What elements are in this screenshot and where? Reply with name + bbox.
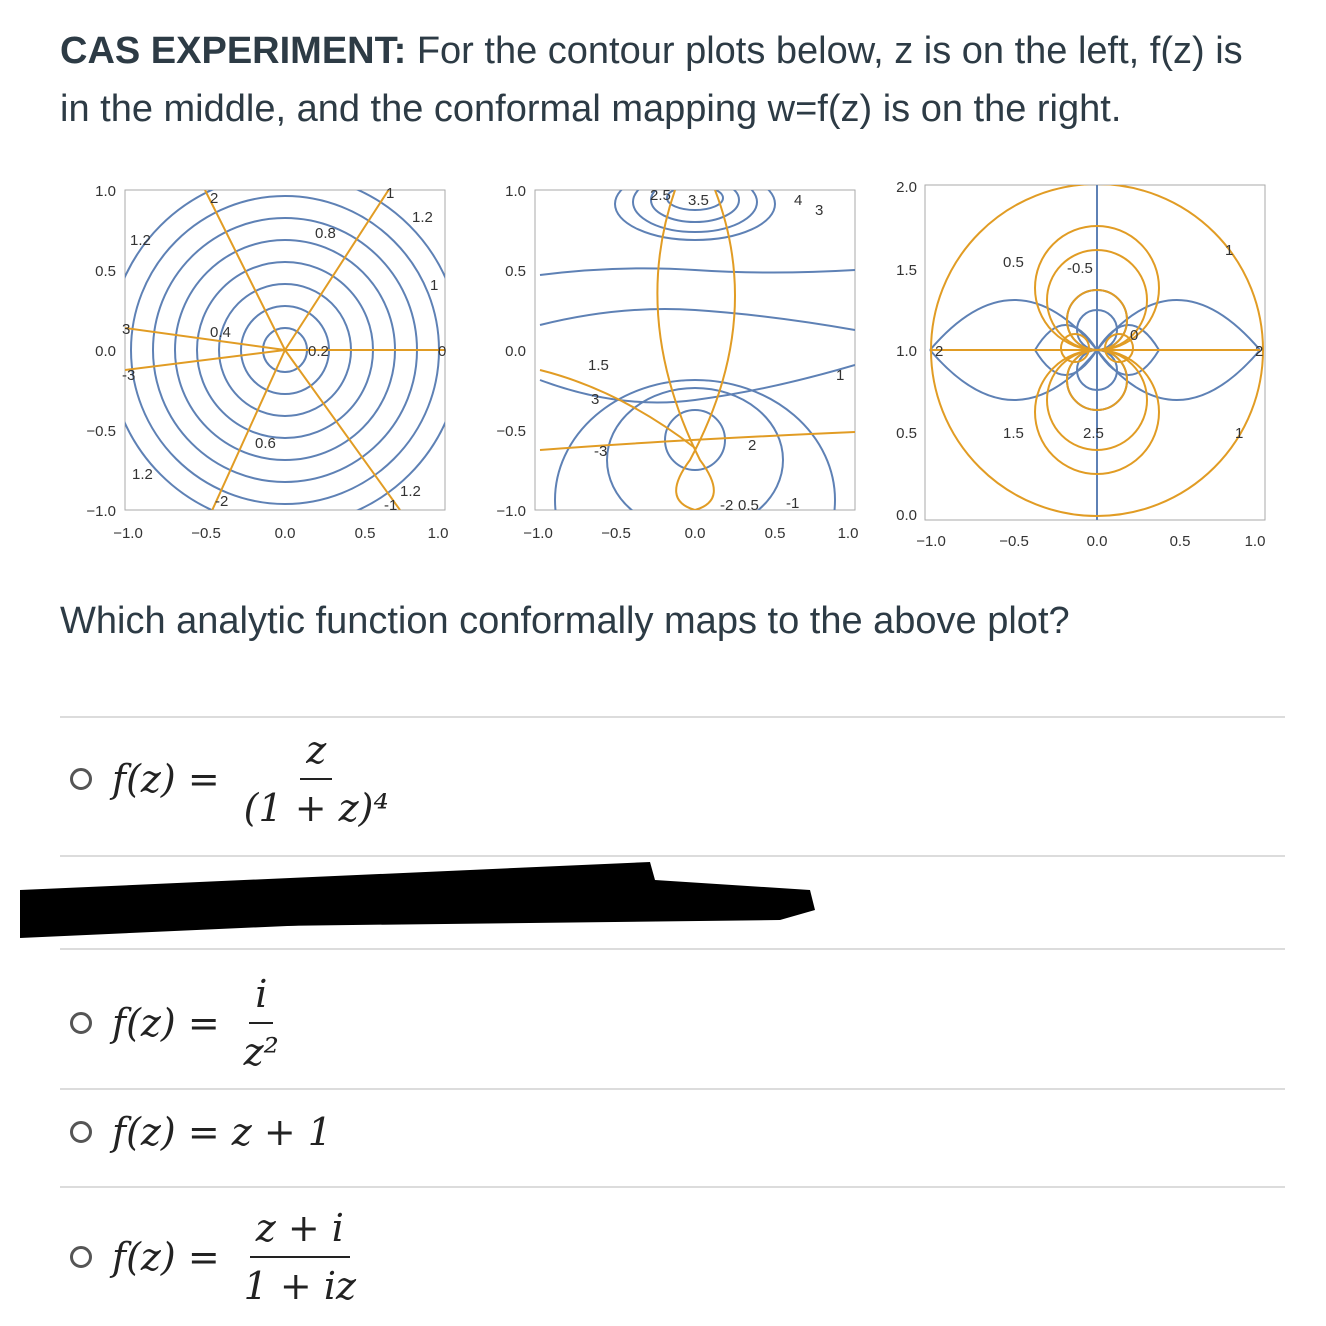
question-heading-bold: CAS EXPERIMENT: [60, 30, 407, 72]
contour-label: 1.5 [588, 357, 609, 374]
divider [60, 716, 1285, 718]
contour-label: 1 [836, 367, 845, 384]
answer-lhs: f(z) = [112, 1001, 220, 1045]
x-tick: 0.0 [684, 525, 706, 542]
question-prompt: Which analytic function conformally maps to the above plot? [60, 600, 1070, 642]
fraction-numerator: z + i [250, 1206, 350, 1258]
plot-f-of-z [470, 170, 870, 555]
contour-label: 2.5 [650, 187, 671, 204]
contour-label: 0.5 [1003, 254, 1024, 271]
contour-label: 1.2 [412, 209, 433, 226]
middle-x-ticks [523, 525, 858, 542]
contour-label: 1 [1235, 425, 1244, 442]
x-tick: −0.5 [601, 525, 631, 542]
x-tick: −0.5 [999, 533, 1029, 550]
answer-math [112, 1110, 332, 1154]
right-y-ticks [896, 179, 917, 524]
contour-label: -2 [215, 493, 229, 510]
contour-label: 1.2 [132, 466, 153, 483]
x-tick: 0.5 [1169, 533, 1191, 550]
fraction [238, 972, 285, 1074]
contour-label: -2 [720, 497, 734, 514]
x-tick: 0.0 [274, 525, 296, 542]
x-tick: 1.0 [837, 525, 859, 542]
y-tick: 1.5 [896, 262, 917, 279]
contour-label: 4 [794, 192, 803, 209]
contour-label: -1 [384, 497, 398, 514]
right-x-ticks [916, 533, 1265, 550]
x-tick: 1.0 [1244, 533, 1266, 550]
y-tick: −1.0 [496, 503, 526, 520]
contour-plots [60, 170, 1290, 570]
x-tick: 0.0 [1086, 533, 1108, 550]
contour-label: 0.2 [308, 343, 329, 360]
fraction-denominator: (1 + z)⁴ [243, 786, 389, 830]
middle-y-ticks [496, 183, 526, 520]
contour-label: 1.2 [400, 483, 421, 500]
y-tick: 0.5 [95, 263, 116, 280]
fraction-numerator: z [300, 728, 332, 780]
answer-rhs: z + 1 [231, 1110, 332, 1154]
y-tick: 2.0 [896, 179, 917, 196]
plot-frame [535, 190, 855, 510]
radio-button[interactable] [70, 768, 92, 790]
fraction-denominator: z² [243, 1030, 279, 1074]
radio-button[interactable] [70, 1121, 92, 1143]
answer-math [112, 972, 285, 1074]
contour-label: 0.4 [210, 324, 231, 341]
contour-label: 2 [935, 343, 944, 360]
x-tick: 1.0 [427, 525, 449, 542]
question-text [60, 22, 1280, 138]
contour-label: 1 [386, 185, 395, 202]
answer-lhs: f(z) = [112, 757, 220, 801]
fraction [238, 728, 395, 830]
contour-label: 2.5 [1083, 425, 1104, 442]
x-tick: 0.5 [764, 525, 786, 542]
fraction-denominator: 1 + iz [243, 1264, 357, 1308]
question-heading-rest: For the contour plots below, z is on the left, f(z) is in the middle, and the conformal mapping w=f(z) is on the right. [60, 30, 1243, 130]
contour-label: 3 [815, 202, 824, 219]
contour-label: 0 [438, 343, 447, 360]
contour-label: 0.6 [255, 435, 276, 452]
contour-label: 2 [748, 437, 757, 454]
divider [60, 1186, 1285, 1188]
answer-option-4[interactable] [70, 1206, 362, 1308]
answer-lhs: f(z) = [112, 1235, 220, 1279]
y-tick: 0.0 [95, 343, 116, 360]
fraction [238, 1206, 362, 1308]
y-tick: −1.0 [86, 503, 116, 520]
y-tick: 0.5 [505, 263, 526, 280]
plot-z-plane [60, 170, 450, 555]
contour-label: -3 [122, 367, 136, 384]
answer-math [112, 728, 395, 830]
y-tick: −0.5 [496, 423, 526, 440]
contour-label: -0.5 [1067, 260, 1093, 277]
radio-button[interactable] [70, 1012, 92, 1034]
y-tick: 1.0 [95, 183, 116, 200]
x-tick: −1.0 [113, 525, 143, 542]
answer-option-1[interactable] [70, 728, 395, 830]
redaction-mark [0, 850, 840, 960]
divider [60, 1088, 1285, 1090]
contour-label: 0 [1130, 327, 1139, 344]
y-tick: 0.0 [896, 507, 917, 524]
contour-label: -3 [594, 443, 608, 460]
y-tick: 0.5 [896, 425, 917, 442]
contour-label: -1 [786, 495, 800, 512]
contour-label: 2 [210, 190, 219, 207]
answer-math [112, 1206, 362, 1308]
divider [60, 948, 1285, 950]
plot-w-mapping [875, 170, 1285, 555]
left-x-ticks [113, 525, 448, 542]
left-y-ticks [86, 183, 116, 520]
contour-label: 1.5 [1003, 425, 1024, 442]
contour-label: 0.8 [315, 225, 336, 242]
answer-option-2[interactable] [70, 972, 285, 1074]
y-tick: 1.0 [896, 343, 917, 360]
answer-lhs: f(z) = [112, 1110, 220, 1154]
answer-option-3[interactable] [70, 1110, 332, 1154]
y-tick: 0.0 [505, 343, 526, 360]
radio-button[interactable] [70, 1246, 92, 1268]
y-tick: −0.5 [86, 423, 116, 440]
y-tick: 1.0 [505, 183, 526, 200]
x-tick: −1.0 [523, 525, 553, 542]
contour-label: 1.2 [130, 232, 151, 249]
x-tick: −1.0 [916, 533, 946, 550]
contour-label: 3.5 [688, 192, 709, 209]
contour-label: 3 [591, 391, 600, 408]
contour-label: 2 [1255, 343, 1264, 360]
contour-label: 3 [122, 321, 131, 338]
contour-label: 1 [430, 277, 439, 294]
x-tick: 0.5 [354, 525, 376, 542]
right-plot-labels [935, 242, 1263, 442]
fraction-numerator: i [249, 972, 273, 1024]
x-tick: −0.5 [191, 525, 221, 542]
contour-label: 0.5 [738, 497, 759, 514]
contour-label: 1 [1225, 242, 1234, 259]
